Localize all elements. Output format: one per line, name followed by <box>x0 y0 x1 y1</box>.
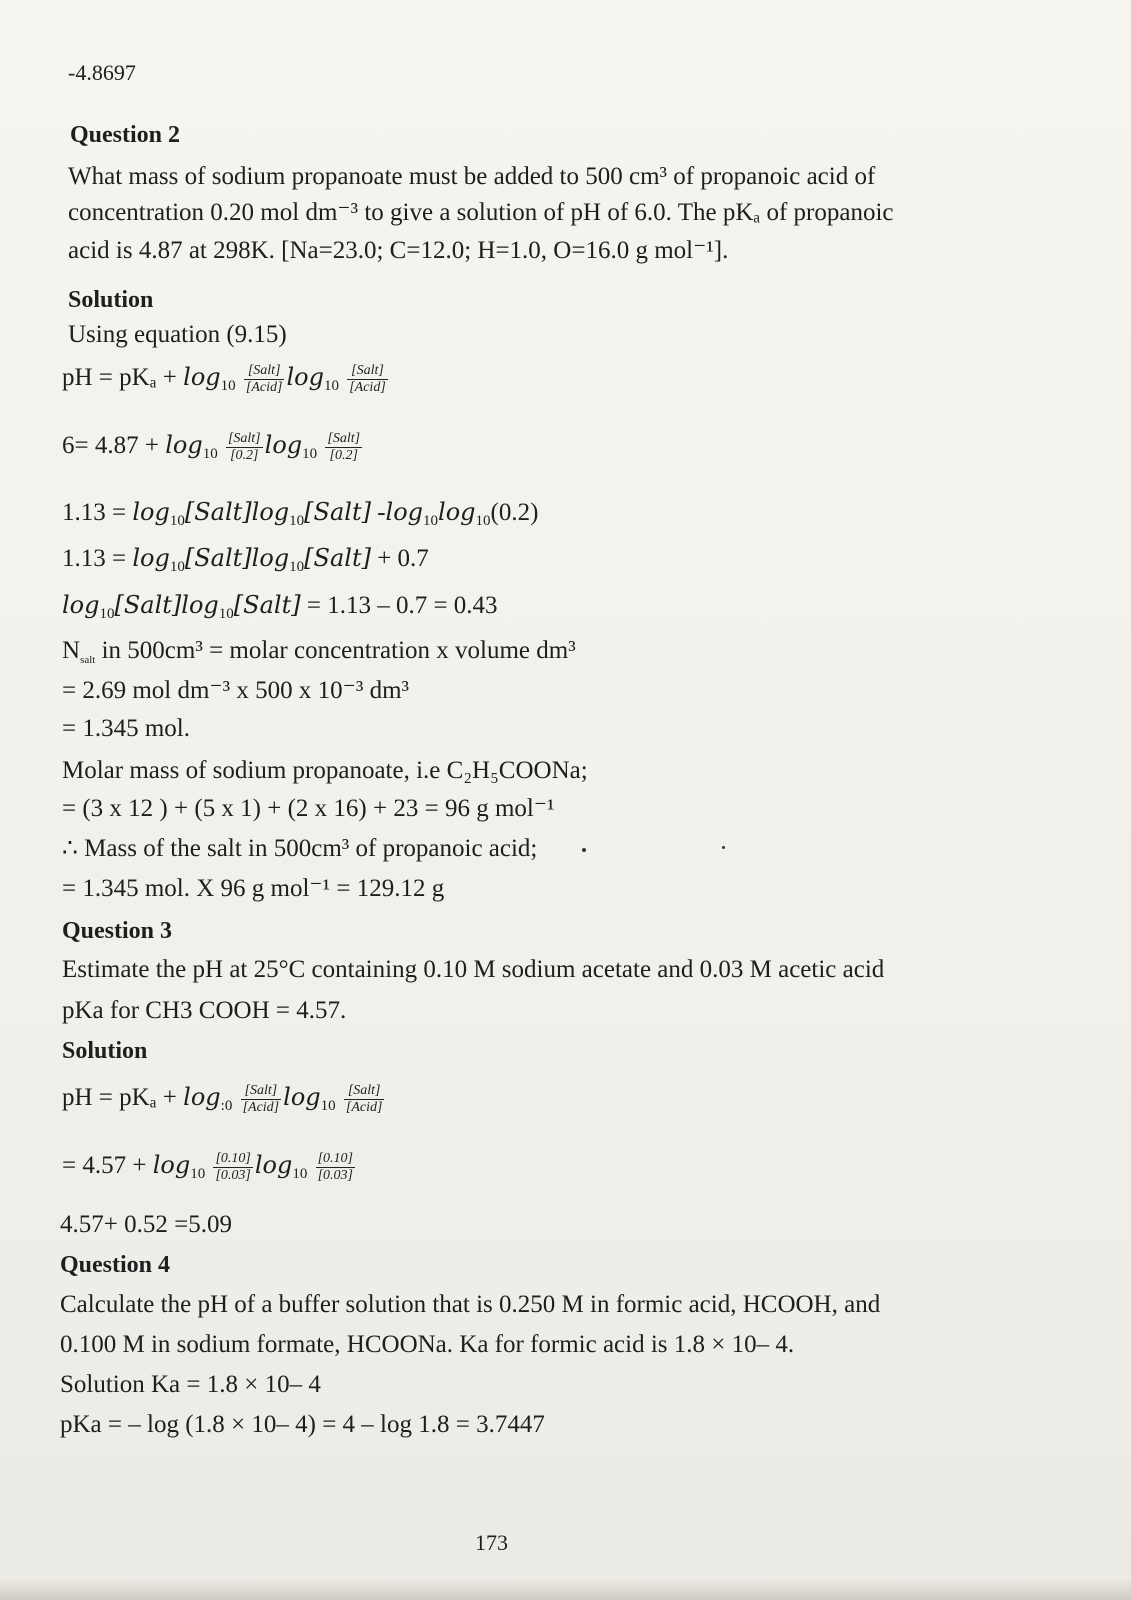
log-base: 10 <box>202 446 218 462</box>
denominator: [Acid] <box>242 1099 280 1115</box>
q2-concentration-line: = 2.69 mol dm⁻³ x 500 x 10⁻³ dm³ <box>62 677 410 704</box>
log-term: log <box>254 1151 293 1179</box>
q2-text-line-1: What mass of sodium propanoate must be added to 500 cm³ of propanoic acid of <box>68 163 876 190</box>
denominator: [0.2] <box>329 447 358 463</box>
top-value: -4.8697 <box>68 60 136 85</box>
eq-text: 1.13 = <box>62 499 133 526</box>
fraction <box>316 1151 355 1184</box>
q2-moles-line <box>62 636 576 675</box>
log-term: log <box>385 498 424 526</box>
numerator: [Salt] <box>227 430 261 446</box>
stray-mark <box>722 846 725 849</box>
q2-molar-mass-calc: = (3 x 12 ) + (5 x 1) + (2 x 16) + 23 = 96 g mol⁻¹ <box>62 795 555 822</box>
page-edge-shadow <box>0 1578 1131 1600</box>
n-subscript: salt <box>80 654 96 666</box>
log-term: log <box>264 431 303 459</box>
log-base: 10 <box>289 559 305 575</box>
fraction <box>347 363 388 396</box>
q3-equation-3: 4.57+ 0.52 =5.09 <box>60 1211 232 1238</box>
numerator: [Salt] <box>244 363 285 380</box>
eq-text: pH = pKₐ + <box>62 1084 184 1111</box>
log-term: log <box>132 498 170 526</box>
q4-pka-line: pKa = – log (1.8 × 10– 4) = 4 – log 1.8 = 3.7447 <box>60 1411 545 1438</box>
question-3-heading: Question 3 <box>62 918 173 944</box>
q4-text-line-2: 0.100 M in sodium formate, HCOONa. Ka for formic acid is 1.8 × 10– 4. <box>60 1331 795 1358</box>
log-term: log <box>62 591 100 619</box>
salt-term: [Salt] <box>304 498 371 526</box>
log-term: log <box>286 363 324 391</box>
numerator: [Salt] <box>347 363 388 380</box>
q2-equation-1 <box>62 362 390 401</box>
fraction <box>325 431 362 464</box>
q2-equation-5 <box>62 590 498 629</box>
q4-solution-line: Solution Ka = 1.8 × 10– 4 <box>60 1371 321 1398</box>
salt-term: [Salt] <box>184 498 252 526</box>
salt-term: [Salt] <box>304 544 371 572</box>
log-base: 10 <box>292 1166 308 1182</box>
denominator: [0.03] <box>317 1167 354 1183</box>
numerator: [0.10] <box>317 1150 354 1166</box>
numerator: [Salt] <box>327 430 361 446</box>
salt-term: [Salt] <box>184 544 252 572</box>
eq-text: + 0.7 <box>370 545 429 572</box>
stray-mark <box>582 848 586 852</box>
log-base: 10 <box>169 559 185 575</box>
q2-text-line-3: acid is 4.87 at 298K. [Na=23.0; C=12.0; H=1.0, O=16.0 g mol⁻¹]. <box>68 237 729 264</box>
q3-equation-1 <box>62 1082 386 1121</box>
log-term: log <box>132 544 170 572</box>
salt-term: [Salt] <box>233 591 301 619</box>
eq-text: 6= 4.87 + <box>62 432 166 459</box>
log-base: 10 <box>218 606 234 622</box>
q2-using-equation: Using equation (9.15) <box>68 321 287 348</box>
q3-equation-2 <box>62 1150 357 1189</box>
n-symbol: N <box>62 637 81 664</box>
log-term: log <box>152 1151 191 1179</box>
log-base: 10 <box>323 378 339 394</box>
question-4-heading: Question 4 <box>60 1252 171 1278</box>
denominator: [Acid] <box>245 379 283 395</box>
log-base: 10 <box>220 378 236 394</box>
log-base: 10 <box>190 1166 206 1182</box>
eq-text: = 4.57 + <box>62 1152 153 1179</box>
q2-mass-label: ∴ Mass of the salt in 500cm³ of propanoic acid; <box>62 835 538 862</box>
eq-text: in 500cm³ = molar concentration x volume dm³ <box>101 637 576 664</box>
log-base: 10 <box>302 446 318 462</box>
log-term: log <box>183 1083 221 1111</box>
log-term: log <box>251 544 290 572</box>
log-term: log <box>438 498 476 526</box>
question-2-heading: Question 2 <box>70 122 181 148</box>
fraction <box>241 1083 282 1116</box>
log-base: 10 <box>99 606 115 622</box>
eq-text: 1.13 = <box>62 545 133 572</box>
q2-mass-result: = 1.345 mol. X 96 g mol⁻¹ = 129.12 g <box>62 875 445 902</box>
log-base: 10 <box>320 1098 336 1114</box>
q2-molar-mass-label: Molar mass of sodium propanoate, i.e C₂H₅COONa; <box>62 757 588 784</box>
log-term: log <box>181 591 219 619</box>
eq-text: (0.2) <box>490 499 539 526</box>
q4-text-line-1: Calculate the pH of a buffer solution that is 0.250 M in formic acid, HCOOH, and <box>60 1291 881 1318</box>
fraction <box>344 1083 385 1116</box>
numerator: [Salt] <box>241 1083 282 1100</box>
eq-text: pH = pKₐ + <box>62 364 184 391</box>
log-base: 10 <box>475 513 491 529</box>
log-term: log <box>251 498 290 526</box>
log-term: log <box>283 1083 321 1111</box>
q2-equation-2 <box>62 430 364 469</box>
numerator: [Salt] <box>344 1083 385 1100</box>
q2-equation-3: $1.13 = \log_{10}[Salt]\log_{10}[Salt]$ $-\log_{10}\log_{10}(0.2)$ <box>62 498 539 529</box>
log-base: 10 <box>169 513 185 529</box>
fraction <box>213 1151 252 1184</box>
fraction <box>226 431 263 464</box>
page-number: 173 <box>475 1530 508 1555</box>
q2-solution-label: Solution <box>68 287 154 313</box>
q2-equation-4 <box>62 543 429 582</box>
denominator: [0.2] <box>230 447 259 463</box>
q3-text-line-2: pKa for CH3 COOH = 4.57. <box>62 997 347 1024</box>
numerator: [0.10] <box>215 1150 251 1166</box>
denominator: [Acid] <box>345 1099 383 1115</box>
q3-solution-label: Solution <box>62 1038 148 1064</box>
fraction <box>244 363 285 396</box>
log-term: log <box>165 431 203 459</box>
denominator: [Acid] <box>349 379 386 395</box>
log-base: 10 <box>289 513 305 529</box>
q3-text-line-1: Estimate the pH at 25°C containing 0.10 M sodium acetate and 0.03 M acetic acid <box>62 956 885 983</box>
log-base: 10 <box>423 513 439 529</box>
log-base: :0 <box>220 1098 233 1114</box>
q2-text-line-2: concentration 0.20 mol dm⁻³ to give a solution of pH of 6.0. The pKₐ of propanoic <box>68 199 894 226</box>
eq-text: = 1.13 – 0.7 = 0.43 <box>300 592 498 619</box>
log-term: log <box>183 363 221 391</box>
denominator: [0.03] <box>215 1167 251 1183</box>
q2-moles-result: = 1.345 mol. <box>62 715 190 742</box>
salt-term: [Salt] <box>114 591 182 619</box>
